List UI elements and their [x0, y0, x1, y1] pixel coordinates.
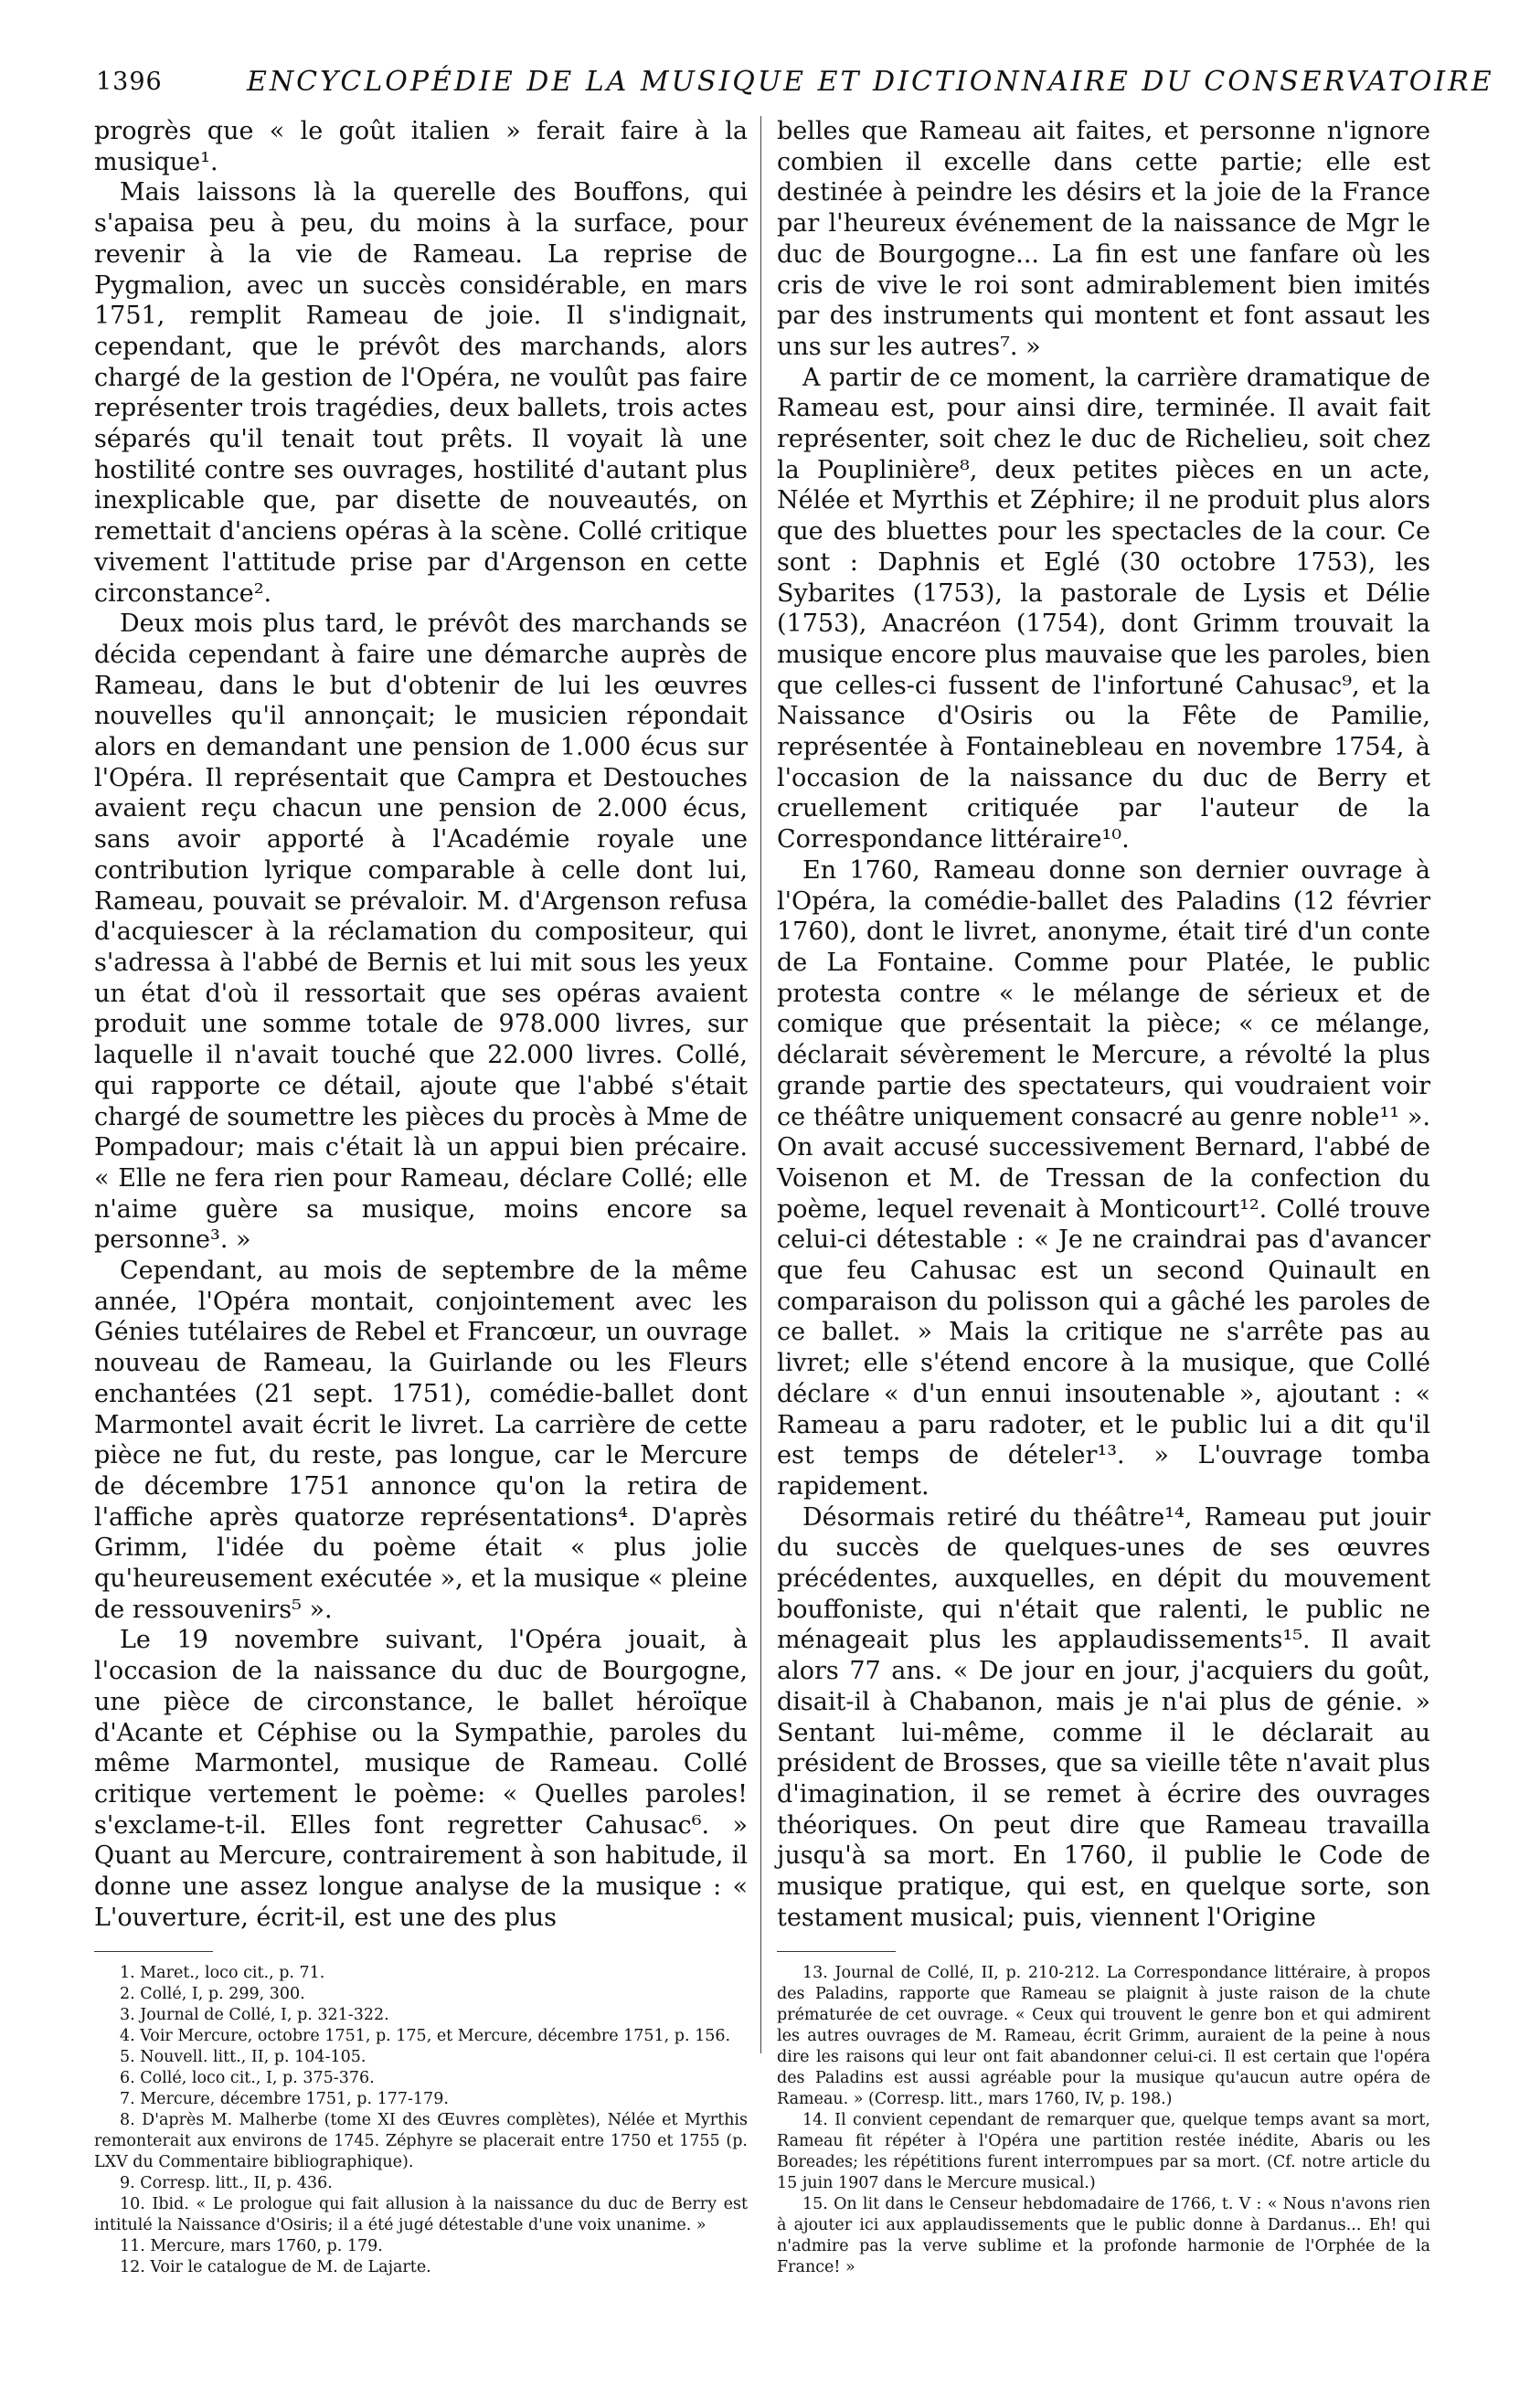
footnote: 1. Maret., loco cit., p. 71. — [120, 1964, 325, 1983]
footnote: 12. Voir le catalogue de M. de Lajarte. — [120, 2258, 431, 2277]
paragraph: progrès que « le goût italien » ferait faire à la musique¹. — [94, 117, 748, 176]
running-title: ENCYCLOPÉDIE DE LA MUSIQUE ET DICTIONNAIRE DU CONSERVATOIRE — [247, 66, 1494, 98]
paragraph: Mais laissons là la querelle des Bouffons, qui s'apaisa peu à peu, du moins à la surface, pour revenir à la vie de Rameau. La reprise de Pygmalion, avec un succès considérable, en mars 1751, remplit Rameau de joie. Il s'indignait, cependant, que le prévôt des marchands, alors chargé de la gestion de l'Opéra, ne voulût pas faire représenter trois tragédies, deux ballets, trois actes séparés qu'il tenait tout prêts. Il voyait là une hostilité contre ses ouvrages, hostilité d'autant plus inexplicable que, par disette de nouveautés, on remettait d'anciens opéras à la scène. Collé critique vivement l'attitude prise par d'Argenson en cette circonstance². — [94, 178, 748, 608]
paragraph: Désormais retiré du théâtre¹⁴, Rameau put jouir du succès de quelques-unes de ses œuvres précédentes, auxquelles, en dépit du mouvement bouffoniste, qui n'était que ralenti, le public ne ménageait plus les applaudissements¹⁵. Il avait alors 77 ans. « De jour en jour, j'acquiers du goût, disait-il à Chabanon, mais je n'ai plus de génie. » Sentant lui-même, comme il le déclarait au président de Brosses, que sa vieille tête n'avait plus d'imagination, il se remet à écrire des ouvrages théoriques. On peut dire que Rameau travailla jusqu'à sa mort. En 1760, il publie le Code de musique pratique, qui est, en quelque sorte, son testament musical; puis, viennent l'Origine — [777, 1502, 1430, 1932]
right-body-text — [777, 116, 1430, 1933]
footnote: 3. Journal de Collé, I, p. 321-322. — [120, 2006, 389, 2025]
right-column — [777, 116, 1430, 2278]
paragraph: En 1760, Rameau donne son dernier ouvrage à l'Opéra, la comédie-ballet des Paladins (12 février 1760), dont le livret, anonyme, était tiré d'un conte de La Fontaine. Comme pour Platée, le public protesta contre « le mélange de sérieux et de comique que présentait la pièce; « ce mélange, déclarait sévèrement le Mercure, a révolté la plus grande partie des spectateurs, qui voudraient voir ce théâtre uniquement consacré au genre noble¹¹ ». On avait accusé successivement Bernard, l'abbé de Voisenon et M. de Tressan de la confection du poème, lequel revenait à Monticourt¹². Collé trouve celui-ci détestable : « Je ne craindrai pas d'avancer que feu Cahusac est un second Quinault en comparaison du polisson qui a gâché les paroles de ce ballet. » Mais la critique ne s'arrête pas au livret; elle s'étend encore à la musique, que Collé déclare « d'un ennui insoutenable », ajoutant : « Rameau a paru radoter, et le public lui a dit qu'il est temps de dételer¹³. » L'ouvrage tomba rapidement. — [777, 855, 1430, 1501]
paragraph: belles que Rameau ait faites, et personne n'ignore combien il excelle dans cette partie; elle est destinée à peindre les désirs et la joie de la France par l'heureux événement de la naissance de Mgr le duc de Bourgogne... La fin est une fanfare où les cris de vive le roi sont admirablement bien imités par des instruments qui montent et font assaut les uns sur les autres⁷. » — [777, 117, 1430, 361]
footnote: 5. Nouvell. litt., II, p. 104-105. — [120, 2048, 367, 2067]
footnote-divider — [777, 1951, 896, 1952]
footnote: 13. Journal de Collé, II, p. 210-212. La Correspondance littéraire, à propos des Paladins, rapporte que Rameau se plaignit à juste raison de la chute prématurée de cet ouvrage. « Ceux qui trouvent le genre bon et qui admirent les autres ouvrages de M. Rameau, écrit Grimm, auraient de la peine à nous dire les raisons qui leur ont fait abandonner celui-ci. Il est certain que l'opéra des Paladins est aussi agréable pour la musique qu'aucun autre opéra de Rameau. » (Corresp. litt., mars 1760, IV, p. 198.) — [777, 1964, 1430, 2109]
footnote: 8. D'après M. Malherbe (tome XI des Œuvres complètes), Nélée et Myrthis remonterait aux environs de 1745. Zéphyre se placerait entre 1750 et 1755 (p. LXV du Commentaire bibliographique). — [94, 2111, 748, 2172]
footnote: 7. Mercure, décembre 1751, p. 177-179. — [120, 2090, 449, 2109]
left-body-text — [94, 116, 748, 1933]
footnote: 10. Ibid. « Le prologue qui fait allusion à la naissance du duc de Berry est intitulé la Naissance d'Osiris; il a été jugé détestable d'une voix unanime. » — [94, 2195, 748, 2235]
left-column — [94, 116, 748, 2278]
footnote: 4. Voir Mercure, octobre 1751, p. 175, et Mercure, décembre 1751, p. 156. — [120, 2027, 731, 2046]
footnote: 9. Corresp. litt., II, p. 436. — [120, 2174, 333, 2193]
column-divider — [760, 116, 761, 2053]
paragraph: Deux mois plus tard, le prévôt des marchands se décida cependant à faire une démarche auprès de Rameau, dans le but d'obtenir de lui les œuvres nouvelles qu'il annonçait; le musicien répondait alors en demandant une pension de 1.000 écus sur l'Opéra. Il représentait que Campra et Destouches avaient reçu chacun une pension de 2.000 écus, sans avoir apporté à l'Académie royale une contribution lyrique comparable à celle dont lui, Rameau, pouvait se prévaloir. M. d'Argenson refusa d'acquiescer à la réclamation du compositeur, qui s'adressa à l'abbé de Bernis et lui mit sous les yeux un état d'où il ressortait que ses opéras avaient produit une somme totale de 978.000 livres, sur laquelle il n'avait touché que 22.000 livres. Collé, qui rapporte ce détail, ajoute que l'abbé s'était chargé de soumettre les pièces du procès à Mme de Pompadour; mais c'était là un appui bien précaire. « Elle ne fera rien pour Rameau, déclare Collé; elle n'aime guère sa musique, moins encore sa personne³. » — [94, 610, 748, 1255]
page-header — [96, 64, 1494, 106]
page-number: 1396 — [96, 68, 163, 96]
right-footnotes — [777, 1963, 1430, 2278]
footnote: 2. Collé, I, p. 299, 300. — [120, 1985, 305, 2004]
left-footnotes — [94, 1963, 748, 2278]
footnote: 15. On lit dans le Censeur hebdomadaire de 1766, t. V : « Nous n'avons rien à ajouter ici aux applaudissements que le public donne à Dardanus... Eh! qui n'admire pas la verve sublime et la profonde harmonie de l'Orphée de la France! » — [777, 2195, 1430, 2277]
footnote-divider — [94, 1951, 213, 1952]
paragraph: Le 19 novembre suivant, l'Opéra jouait, à l'occasion de la naissance du duc de Bourgogne, une pièce de circonstance, le ballet héroïque d'Acante et Céphise ou la Sympathie, paroles du même Marmontel, musique de Rameau. Collé critique vertement le poème: « Quelles paroles! s'exclame-t-il. Elles font regretter Cahusac⁶. » Quant au Mercure, contrairement à son habitude, il donne une assez longue analyse de la musique : « L'ouverture, écrit-il, est une des plus — [94, 1626, 748, 1932]
paragraph: A partir de ce moment, la carrière dramatique de Rameau est, pour ainsi dire, terminée. Il avait fait représenter, soit chez le duc de Richelieu, soit chez la Pouplinière⁸, deux petites pièces en un acte, Nélée et Myrthis et Zéphire; il ne produit plus alors que des bluettes pour les spectacles de la cour. Ce sont : Daphnis et Eglé (30 octobre 1753), les Sybarites (1753), la pastorale de Lysis et Délie (1753), Anacréon (1754), dont Grimm trouvait la musique encore plus mauvaise que les paroles, bien que celles-ci fussent de l'infortuné Cahusac⁹, et la Naissance d'Osiris ou la Fête de Pamilie, représentée à Fontainebleau en novembre 1754, à l'occasion de la naissance du duc de Berry et cruellement critiquée par l'auteur de la Correspondance littéraire¹⁰. — [777, 363, 1430, 854]
footnote: 6. Collé, loco cit., I, p. 375-376. — [120, 2069, 375, 2088]
footnote: 14. Il convient cependant de remarquer que, quelque temps avant sa mort, Rameau fit répéter à l'Opéra une partition restée inédite, Abaris ou les Boreades; les répétitions furent interrompues par sa mort. (Cf. notre article du 15 juin 1907 dans le Mercure musical.) — [777, 2111, 1430, 2193]
paragraph: Cependant, au mois de septembre de la même année, l'Opéra montait, conjointement avec les Génies tutélaires de Rebel et Francœur, un ouvrage nouveau de Rameau, la Guirlande ou les Fleurs enchantées (21 sept. 1751), comédie-ballet dont Marmontel avait écrit le livret. La carrière de cette pièce ne fut, du reste, pas longue, car le Mercure de décembre 1751 annonce qu'on la retira de l'affiche après quatorze représentations⁴. D'après Grimm, l'idée du poème était « plus jolie qu'heureusement exécutée », et la musique « pleine de ressouvenirs⁵ ». — [94, 1257, 748, 1624]
footnote: 11. Mercure, mars 1760, p. 179. — [120, 2237, 383, 2256]
